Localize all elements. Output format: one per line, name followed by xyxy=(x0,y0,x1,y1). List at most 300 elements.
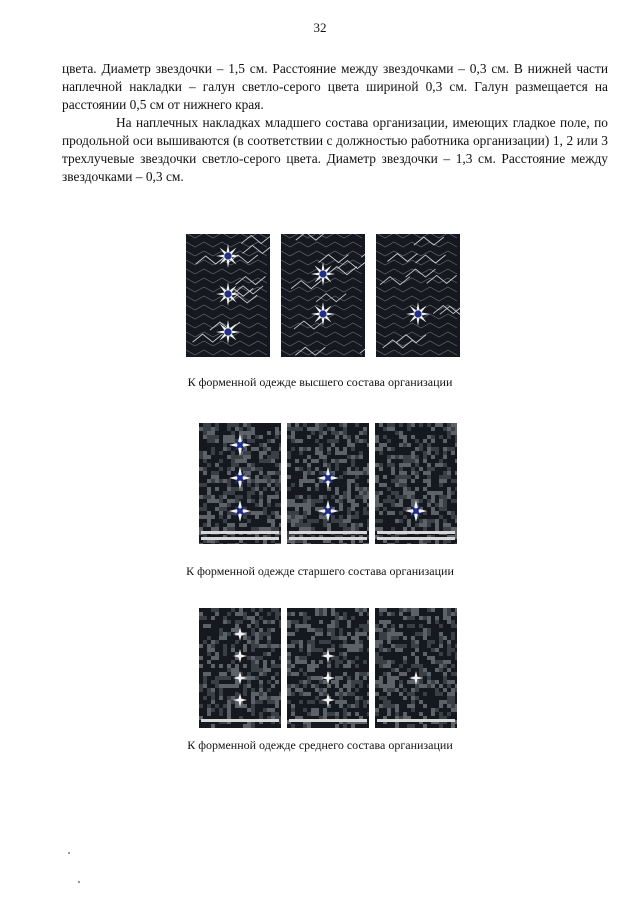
camo-pixel xyxy=(447,644,451,648)
camo-pixel xyxy=(367,543,369,544)
camo-pixel xyxy=(363,471,367,475)
camo-pixel xyxy=(411,479,415,483)
camo-pixel xyxy=(255,668,259,672)
camo-pixel xyxy=(207,652,211,656)
camo-pixel xyxy=(287,652,291,656)
camo-pixel xyxy=(279,692,281,696)
camo-pixel xyxy=(339,459,343,463)
camo-pixel xyxy=(347,495,351,499)
camo-pixel xyxy=(199,704,203,708)
camo-pixel xyxy=(359,491,363,495)
camo-pixel xyxy=(451,479,455,483)
camo-pixel xyxy=(275,696,279,700)
camo-pixel xyxy=(435,708,439,712)
camo-pixel xyxy=(331,636,335,640)
camo-pixel xyxy=(431,680,435,684)
camo-pixel xyxy=(399,624,403,628)
camo-pixel xyxy=(387,676,391,680)
camo-pixel xyxy=(303,543,307,544)
camo-pixel xyxy=(279,463,281,467)
camo-pixel xyxy=(303,459,307,463)
camo-pixel xyxy=(279,543,281,544)
camo-pixel xyxy=(279,475,281,479)
camo-pixel xyxy=(423,523,427,527)
camo-pixel xyxy=(359,471,363,475)
camo-pixel xyxy=(235,680,239,684)
camo-pixel xyxy=(435,527,439,531)
camo-pixel xyxy=(279,467,281,471)
camo-pixel xyxy=(403,636,407,640)
camo-pixel xyxy=(435,692,439,696)
camo-pixel xyxy=(227,427,231,431)
camo-pixel xyxy=(443,519,447,523)
camo-pixel xyxy=(295,511,299,515)
camo-pixel xyxy=(415,475,419,479)
camo-pixel xyxy=(427,463,431,467)
camo-pixel xyxy=(435,620,439,624)
camo-pixel xyxy=(427,656,431,660)
camo-pixel xyxy=(443,479,447,483)
camo-pixel xyxy=(319,443,323,447)
camo-pixel xyxy=(339,523,343,527)
camo-pixel xyxy=(255,515,259,519)
camo-pixel xyxy=(339,519,343,523)
camo-pixel xyxy=(271,527,275,531)
camo-pixel xyxy=(223,648,227,652)
camo-pixel xyxy=(215,684,219,688)
camo-pixel xyxy=(327,684,331,688)
camo-pixel xyxy=(367,612,369,616)
camo-pixel xyxy=(355,467,359,471)
camo-pixel xyxy=(319,435,323,439)
camo-pixel xyxy=(307,463,311,467)
camo-pixel xyxy=(231,463,235,467)
camo-pixel xyxy=(363,511,367,515)
camo-pixel xyxy=(439,463,443,467)
camo-pixel xyxy=(291,431,295,435)
camo-pixel xyxy=(387,487,391,491)
camo-pixel xyxy=(455,435,457,439)
camo-pixel xyxy=(363,439,367,443)
camo-pixel xyxy=(323,455,327,459)
camo-pixel xyxy=(359,672,363,676)
camo-pixel xyxy=(411,680,415,684)
camo-pixel xyxy=(251,640,255,644)
camo-pixel xyxy=(331,712,335,716)
camo-pixel xyxy=(399,463,403,467)
camo-pixel xyxy=(247,656,251,660)
camo-pixel xyxy=(455,471,457,475)
camo-pixel xyxy=(247,423,251,427)
camo-pixel xyxy=(335,656,339,660)
camo-pixel xyxy=(263,527,267,531)
star-center xyxy=(319,310,326,317)
camo-pixel xyxy=(395,479,399,483)
camo-pixel xyxy=(267,612,271,616)
camo-pixel xyxy=(379,648,383,652)
camo-pixel xyxy=(203,459,207,463)
camo-pixel xyxy=(263,660,267,664)
camo-pixel xyxy=(375,624,379,628)
camo-pixel xyxy=(259,495,263,499)
camo-pixel xyxy=(263,692,267,696)
camo-pixel xyxy=(367,487,369,491)
camo-pixel xyxy=(367,624,369,628)
camo-pixel xyxy=(299,515,303,519)
camo-pixel xyxy=(427,423,431,427)
camo-pixel xyxy=(275,680,279,684)
camo-pixel xyxy=(211,475,215,479)
figure-caption: К форменной одежде среднего состава организации xyxy=(187,738,453,752)
paragraph-junior-staff: На наплечных накладках младшего состава организации, имеющих гладкое поле, по продольной оси вышиваются (в соответствии с должностью работника организации) 1, 2 или 3 трехлучевые звездочки светло-серого цвета. Диаметр звездочки – 1,3 см. Расстояние между звездочками – 0,3 см. xyxy=(62,115,608,184)
camo-pixel xyxy=(299,680,303,684)
camo-pixel xyxy=(279,447,281,451)
camo-pixel xyxy=(279,471,281,475)
shoulder-board xyxy=(287,608,369,728)
camo-pixel xyxy=(199,527,203,531)
camo-pixel xyxy=(351,459,355,463)
camo-pixel xyxy=(235,668,239,672)
camo-pixel xyxy=(415,696,419,700)
camo-pixel xyxy=(399,467,403,471)
camo-pixel xyxy=(367,463,369,467)
camo-pixel xyxy=(267,700,271,704)
camo-pixel xyxy=(295,640,299,644)
camo-pixel xyxy=(207,423,211,427)
camo-pixel xyxy=(419,664,423,668)
camo-pixel xyxy=(287,499,291,503)
camo-pixel xyxy=(247,455,251,459)
camo-pixel xyxy=(439,435,443,439)
camo-pixel xyxy=(359,495,363,499)
camo-pixel xyxy=(323,431,327,435)
camo-pixel xyxy=(455,612,457,616)
camo-pixel xyxy=(251,439,255,443)
camo-pixel xyxy=(199,644,203,648)
pattern-line xyxy=(193,334,223,342)
camo-pixel xyxy=(279,720,281,724)
camo-pixel xyxy=(223,636,227,640)
camo-pixel xyxy=(451,620,455,624)
camo-pixel xyxy=(207,515,211,519)
camo-pixel xyxy=(211,692,215,696)
camo-pixel xyxy=(227,447,231,451)
shoulder-board xyxy=(376,234,460,357)
camo-pixel xyxy=(311,664,315,668)
camo-pixel xyxy=(291,664,295,668)
camo-pixel xyxy=(267,459,271,463)
galloon-stripe xyxy=(377,537,455,540)
camo-pixel xyxy=(207,487,211,491)
camo-pixel xyxy=(423,487,427,491)
galloon-stripe xyxy=(289,719,367,722)
camo-pixel xyxy=(391,543,395,544)
camo-pixel xyxy=(383,660,387,664)
camo-pixel xyxy=(343,527,347,531)
camo-pixel xyxy=(359,648,363,652)
camo-pixel xyxy=(427,672,431,676)
camo-pixel xyxy=(355,704,359,708)
camo-pixel xyxy=(347,519,351,523)
camo-pixel xyxy=(331,624,335,628)
camo-pixel xyxy=(231,648,235,652)
camo-pixel xyxy=(411,724,415,728)
camo-pixel xyxy=(319,632,323,636)
camo-pixel xyxy=(203,503,207,507)
camo-pixel xyxy=(355,495,359,499)
camo-pixel xyxy=(347,676,351,680)
camo-pixel xyxy=(347,491,351,495)
camo-pixel xyxy=(287,700,291,704)
camo-pixel xyxy=(419,680,423,684)
camo-pixel xyxy=(439,475,443,479)
camo-pixel xyxy=(423,724,427,728)
camo-pixel xyxy=(443,507,447,511)
camo-pixel xyxy=(235,684,239,688)
camo-pixel xyxy=(319,479,323,483)
camo-pixel xyxy=(211,451,215,455)
camo-pixel xyxy=(415,459,419,463)
camo-pixel xyxy=(407,724,411,728)
camo-pixel xyxy=(311,503,315,507)
camo-pixel xyxy=(367,672,369,676)
camo-pixel xyxy=(227,435,231,439)
camo-pixel xyxy=(271,459,275,463)
camo-pixel xyxy=(291,672,295,676)
camo-pixel xyxy=(387,704,391,708)
camo-pixel xyxy=(395,491,399,495)
camo-pixel xyxy=(375,439,379,443)
camo-pixel xyxy=(347,443,351,447)
camo-pixel xyxy=(235,620,239,624)
camo-pixel xyxy=(211,656,215,660)
camo-pixel xyxy=(411,640,415,644)
camo-pixel xyxy=(311,640,315,644)
galloon-stripe xyxy=(201,531,279,534)
camo-pixel xyxy=(291,620,295,624)
camo-pixel xyxy=(423,495,427,499)
camo-pixel xyxy=(227,523,231,527)
pattern-line xyxy=(186,305,267,310)
camo-pixel xyxy=(307,427,311,431)
camo-pixel xyxy=(343,684,347,688)
camo-pixel xyxy=(219,708,223,712)
camo-pixel xyxy=(255,632,259,636)
camo-pixel xyxy=(395,644,399,648)
camo-pixel xyxy=(235,624,239,628)
camo-pixel xyxy=(447,620,451,624)
camo-pixel xyxy=(343,435,347,439)
camo-pixel xyxy=(315,467,319,471)
camo-pixel xyxy=(307,700,311,704)
shoulder-board xyxy=(375,423,457,544)
camo-pixel xyxy=(343,491,347,495)
camo-pixel xyxy=(231,431,235,435)
camo-pixel xyxy=(435,447,439,451)
camo-pixel xyxy=(343,652,347,656)
camo-pixel xyxy=(303,616,307,620)
camo-pixel xyxy=(339,475,343,479)
camo-pixel xyxy=(203,471,207,475)
shoulder-board-graphic xyxy=(375,608,457,728)
camo-pixel xyxy=(431,656,435,660)
camo-pixel xyxy=(411,636,415,640)
camo-pixel xyxy=(383,507,387,511)
camo-pixel xyxy=(427,451,431,455)
camo-pixel xyxy=(211,616,215,620)
camo-pixel xyxy=(411,664,415,668)
camo-pixel xyxy=(403,483,407,487)
camo-pixel xyxy=(203,451,207,455)
camo-pixel xyxy=(255,503,259,507)
camo-pixel xyxy=(227,439,231,443)
camo-pixel xyxy=(399,511,403,515)
camo-pixel xyxy=(323,519,327,523)
camo-pixel xyxy=(363,676,367,680)
pattern-line xyxy=(281,287,362,292)
camo-pixel xyxy=(219,451,223,455)
star-center xyxy=(224,328,231,335)
camo-pixel xyxy=(227,467,231,471)
camo-pixel xyxy=(331,431,335,435)
camo-pixel xyxy=(287,672,291,676)
camo-pixel xyxy=(423,451,427,455)
camo-pixel xyxy=(431,455,435,459)
camo-pixel xyxy=(239,608,243,612)
camo-pixel xyxy=(267,495,271,499)
camo-pixel xyxy=(339,696,343,700)
shoulder-board-graphic xyxy=(287,423,369,544)
camo-pixel xyxy=(267,475,271,479)
camo-pixel xyxy=(251,499,255,503)
camo-pixel xyxy=(303,724,307,728)
camo-pixel xyxy=(363,660,367,664)
camo-pixel xyxy=(307,471,311,475)
camo-pixel xyxy=(227,487,231,491)
camo-pixel xyxy=(399,435,403,439)
camo-pixel xyxy=(331,648,335,652)
camo-pixel xyxy=(439,660,443,664)
shoulder-board-graphic xyxy=(376,234,460,357)
camo-pixel xyxy=(227,668,231,672)
camo-pixel xyxy=(387,640,391,644)
camo-pixel xyxy=(399,612,403,616)
camo-pixel xyxy=(359,680,363,684)
camo-pixel xyxy=(367,648,369,652)
camo-pixel xyxy=(435,463,439,467)
galloon-stripe xyxy=(289,537,367,540)
camo-pixel xyxy=(383,684,387,688)
camo-pixel xyxy=(391,660,395,664)
camo-pixel xyxy=(259,435,263,439)
shoulder-board-graphic xyxy=(287,608,369,728)
camo-pixel xyxy=(339,451,343,455)
camo-pixel xyxy=(447,640,451,644)
camo-pixel xyxy=(343,700,347,704)
camo-pixel xyxy=(303,511,307,515)
pattern-line xyxy=(376,296,457,301)
camo-pixel xyxy=(207,708,211,712)
camo-pixel xyxy=(255,475,259,479)
camo-pixel xyxy=(355,696,359,700)
camo-pixel xyxy=(211,471,215,475)
camo-pixel xyxy=(411,471,415,475)
camo-pixel xyxy=(199,495,203,499)
camo-pixel xyxy=(455,720,457,724)
camo-pixel xyxy=(411,495,415,499)
camo-pixel xyxy=(455,535,457,539)
camo-pixel xyxy=(355,435,359,439)
camo-pixel xyxy=(291,640,295,644)
camo-pixel xyxy=(259,608,263,612)
camo-pixel xyxy=(379,684,383,688)
camo-pixel xyxy=(391,527,395,531)
camo-pixel xyxy=(239,523,243,527)
camo-pixel xyxy=(379,443,383,447)
camo-pixel xyxy=(251,656,255,660)
camo-pixel xyxy=(343,664,347,668)
camo-pixel xyxy=(327,439,331,443)
camo-pixel xyxy=(343,724,347,728)
camo-pixel xyxy=(243,459,247,463)
camo-pixel xyxy=(443,455,447,459)
camo-pixel xyxy=(319,515,323,519)
camo-pixel xyxy=(355,471,359,475)
camo-pixel xyxy=(215,680,219,684)
camo-pixel xyxy=(359,640,363,644)
camo-pixel xyxy=(323,495,327,499)
camo-pixel xyxy=(287,511,291,515)
camo-pixel xyxy=(427,640,431,644)
camo-pixel xyxy=(311,427,315,431)
camo-pixel xyxy=(307,724,311,728)
camo-pixel xyxy=(451,612,455,616)
camo-pixel xyxy=(347,704,351,708)
camo-pixel xyxy=(403,495,407,499)
camo-pixel xyxy=(271,495,275,499)
camo-pixel xyxy=(383,483,387,487)
camo-pixel xyxy=(451,511,455,515)
camo-pixel xyxy=(379,608,383,612)
camo-pixel xyxy=(327,463,331,467)
camo-pixel xyxy=(451,427,455,431)
camo-pixel xyxy=(407,680,411,684)
camo-pixel xyxy=(207,660,211,664)
shoulder-board xyxy=(186,234,270,357)
camo-pixel xyxy=(259,628,263,632)
camo-pixel xyxy=(363,427,367,431)
camo-pixel xyxy=(343,471,347,475)
camo-pixel xyxy=(295,519,299,523)
camo-pixel xyxy=(295,459,299,463)
camo-pixel xyxy=(307,676,311,680)
camo-pixel xyxy=(243,644,247,648)
camo-pixel xyxy=(295,624,299,628)
camo-pixel xyxy=(447,435,451,439)
camo-pixel xyxy=(243,688,247,692)
camo-pixel xyxy=(279,644,281,648)
camo-pixel xyxy=(275,644,279,648)
camo-pixel xyxy=(363,431,367,435)
camo-pixel xyxy=(387,672,391,676)
camo-pixel xyxy=(395,668,399,672)
camo-pixel xyxy=(423,692,427,696)
camo-pixel xyxy=(447,423,451,427)
camo-pixel xyxy=(215,487,219,491)
camo-pixel xyxy=(259,668,263,672)
camo-pixel xyxy=(307,527,311,531)
camo-pixel xyxy=(303,503,307,507)
